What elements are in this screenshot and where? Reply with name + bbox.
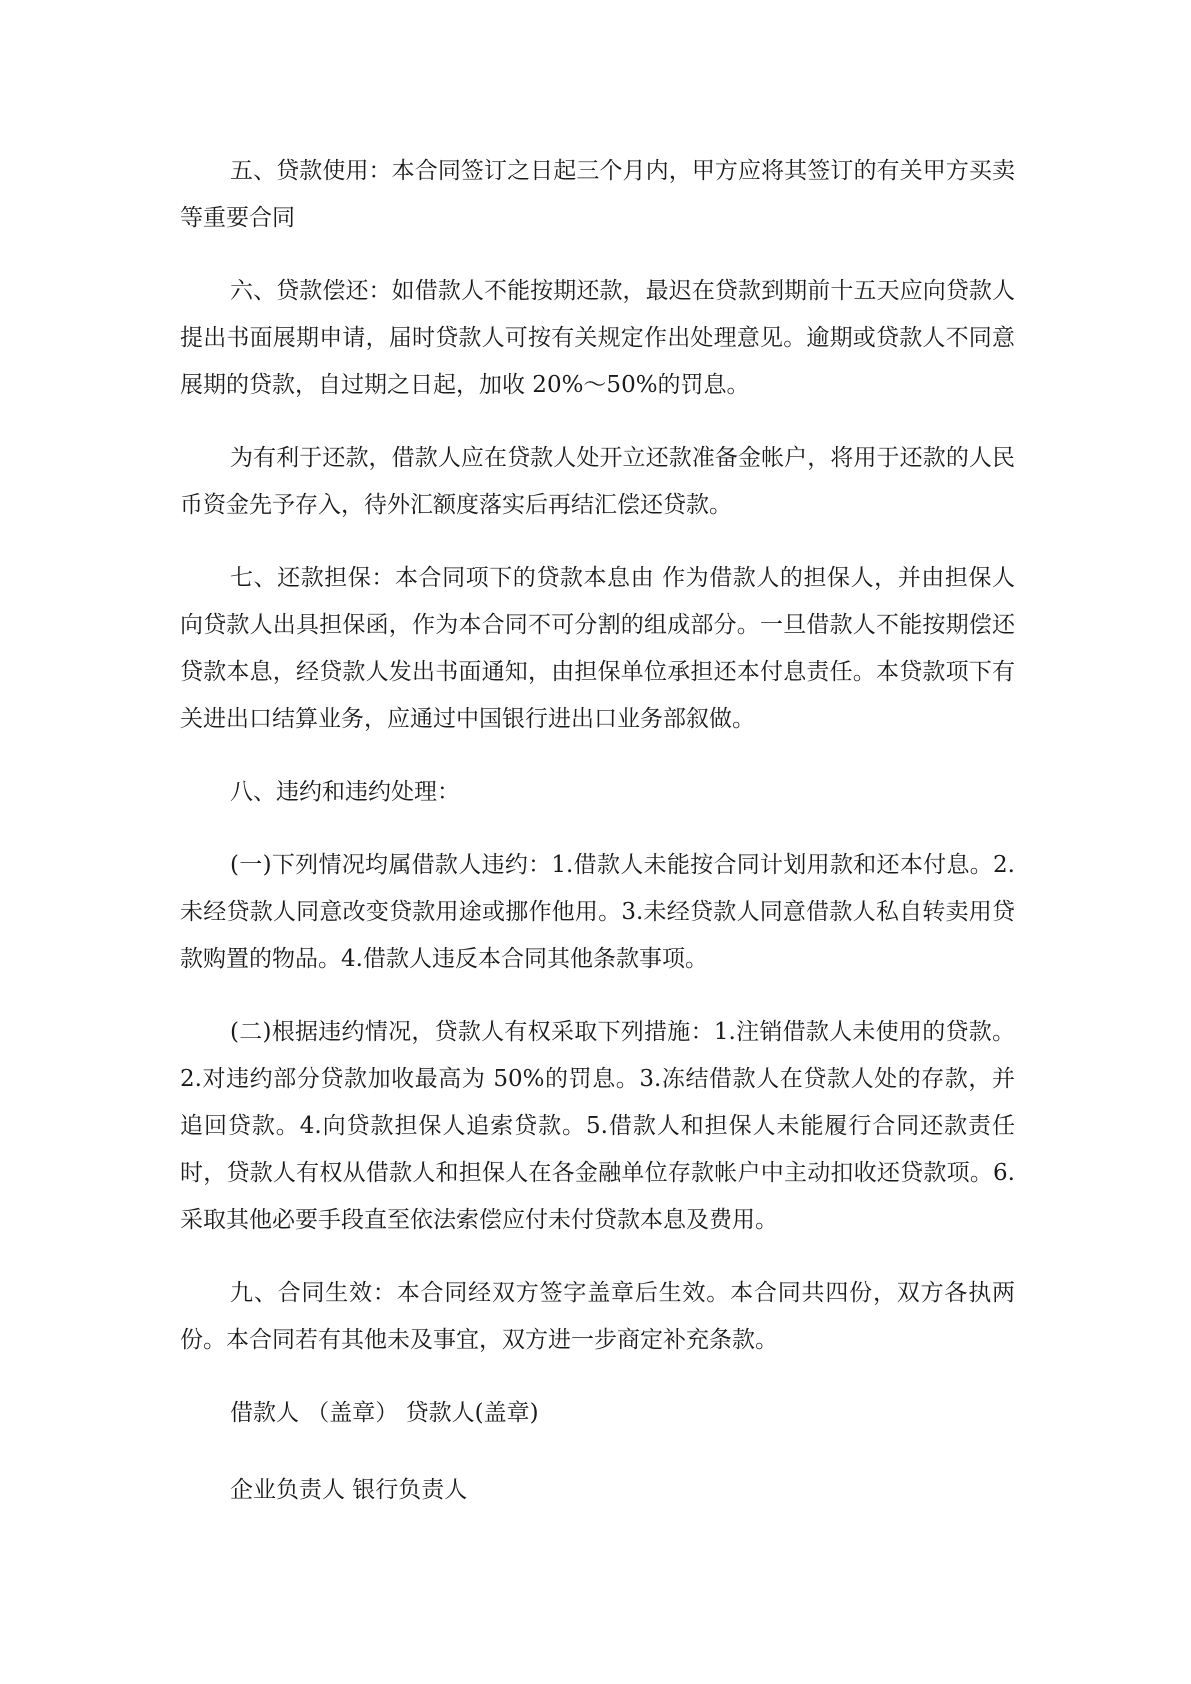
signature-responsible-line: 企业负责人 银行负责人 (230, 1477, 468, 1503)
clause-7-repayment-guarantee: 七、还款担保：本合同项下的贷款本息由 作为借款人的担保人，并由担保人向贷款人出具担保函，作为本合同不可分割的组成部分。一旦借款人不能按期偿还贷款本息，经贷款人发出书面通知，由担保单位承担还本付息责任。本贷款项下有关进出口结算业务，应通过中国银行进出口业务部叙做。 (180, 565, 1015, 732)
signature-seal-line: 借款人 （盖章） 贷款人(盖章) (230, 1400, 539, 1426)
clause-5-loan-use: 五、贷款使用：本合同签订之日起三个月内，甲方应将其签订的有关甲方买卖等重要合同 (180, 158, 1015, 231)
clause-8-heading: 八、违约和违约处理： (230, 779, 460, 805)
clause-8-item-1: (一)下列情况均属借款人违约：1.借款人未能按合同计划用款和还本付息。2.未经贷款人同意改变贷款用途或挪作他用。3.未经贷款人同意借款人私自转卖用贷款购置的物品。4.借款人违反本合同其他条款事项。 (180, 852, 1015, 972)
clause-6-loan-repayment: 六、贷款偿还：如借款人不能按期还款，最迟在贷款到期前十五天应向贷款人提出书面展期申请，届时贷款人可按有关规定作出处理意见。逾期或贷款人不同意展期的贷款，自过期之日起，加收 20%～50%的罚息。 (180, 278, 1015, 398)
repayment-reserve-paragraph: 为有利于还款，借款人应在贷款人处开立还款准备金帐户，将用于还款的人民币资金先予存入，待外汇额度落实后再结汇偿还贷款。 (180, 445, 1015, 518)
document-body (180, 148, 1015, 1544)
clause-8-item-2: (二)根据违约情况，贷款人有权采取下列措施：1.注销借款人未使用的贷款。2.对违约部分贷款加收最高为 50%的罚息。3.冻结借款人在贷款人处的存款，并追回贷款。4.向贷款担保人追索贷款。5.借款人和担保人未能履行合同还款责任时，贷款人有权从借款人和担保人在各金融单位存款帐户中主动扣收还贷款项。6.采取其他必要手段直至依法索偿应付未付贷款本息及费用。 (180, 1019, 1015, 1233)
clause-9-effectiveness: 九、合同生效：本合同经双方签字盖章后生效。本合同共四份，双方各执两份。本合同若有其他未及事宜，双方进一步商定补充条款。 (180, 1280, 1015, 1353)
